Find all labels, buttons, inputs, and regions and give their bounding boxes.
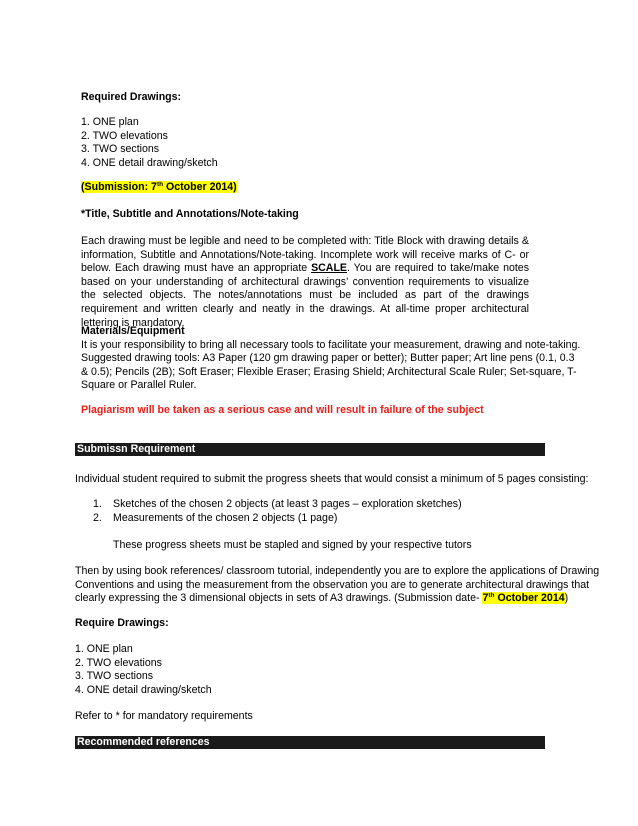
- materials-line: & 0.5); Pencils (2B); Soft Eraser; Flexible Eraser; Erasing Shield; Architectural Scale Ruler; Set-square, T-: [81, 365, 577, 378]
- list-item: 2. TWO elevations: [81, 129, 168, 142]
- refer-note: Refer to * for mandatory requirements: [75, 710, 253, 722]
- list-item: 3. TWO sections: [75, 670, 154, 683]
- list-item: 4. ONE detail drawing/sketch: [81, 156, 218, 169]
- materials-section: [81, 325, 581, 393]
- required-drawings-list: [81, 116, 218, 170]
- progress-list: [93, 498, 462, 525]
- list-item: 3. TWO sections: [81, 143, 160, 156]
- list-item: 1. ONE plan: [81, 116, 139, 128]
- title-annotations-heading: *Title, Subtitle and Annotations/Note-taking: [81, 208, 299, 220]
- drawing-conventions-paragraph: Then by using book references/ classroom tutorial, independently you are to explore the applications of Drawing Conventions and using the measurement from the observation you are to generate architectural drawings that clearly expressing the 3 dimensional objects in sets of A3 drawings. (Submission date- 7th October 2014): [75, 565, 600, 605]
- list-item: 1. ONE plan: [75, 643, 133, 655]
- list-item: 2. Measurements of the chosen 2 objects (1 page): [93, 511, 338, 524]
- list-item: 2. TWO elevations: [75, 656, 162, 669]
- recommended-references-bar: Recommended references: [75, 736, 545, 749]
- materials-line: Suggested drawing tools: A3 Paper (120 gm drawing paper or better); Butter paper; Art line pens (0.1, 0.3: [81, 352, 575, 365]
- staple-note: These progress sheets must be stapled and signed by your respective tutors: [113, 539, 472, 551]
- require-drawings-list: [75, 643, 212, 697]
- list-item: 4. ONE detail drawing/sketch: [75, 683, 212, 696]
- materials-heading: Materials/Equipment: [81, 325, 185, 337]
- title-annotations-paragraph: Each drawing must be legible and need to be completed with: Title Block with drawing details & information, Subtitle and Annotations/Note-taking. Incomplete work will receive marks of C- or below. Each drawing must have an appropriate SCALE. You are required to take/make notes based on your understanding of architectural drawings’ convention requirements to visualize the selected objects. The notes/annotations must be included as part of the drawings requirement and written clearly and neatly in the drawings. At all-time proper architectural lettering is mandatory.: [81, 235, 529, 329]
- submission-intro: Individual student required to submit the progress sheets that would consist a minimum of 5 pages consisting:: [75, 473, 589, 485]
- submission-deadline: (Submission: 7th October 2014): [81, 181, 237, 193]
- list-item: 1. Sketches of the chosen 2 objects (at least 3 pages – exploration sketches): [93, 498, 462, 510]
- submission-date-highlight: 7th October 2014: [482, 592, 565, 605]
- scale-word: SCALE: [311, 262, 347, 275]
- submission-requirement-bar: Submissn Requirement: [75, 443, 545, 456]
- materials-line: It is your responsibility to bring all necessary tools to facilitate your measurement, drawing and note-taking.: [81, 338, 581, 351]
- required-drawings-heading: Required Drawings:: [81, 91, 182, 103]
- plagiarism-warning: Plagiarism will be taken as a serious case and will result in failure of the subject: [81, 404, 484, 416]
- require-drawings-heading: Require Drawings:: [75, 617, 169, 629]
- materials-line: Square or Parallel Ruler.: [81, 379, 197, 392]
